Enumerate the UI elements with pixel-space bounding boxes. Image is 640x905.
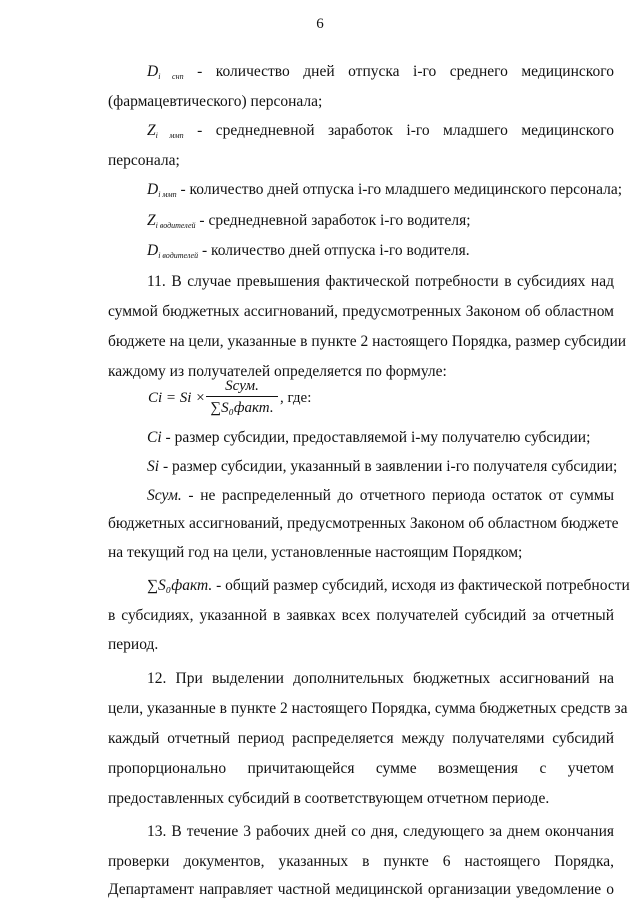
definition-text: - общий размер субсидий, исходя из фактической потребности (216, 577, 630, 594)
page-number: 6 (316, 16, 324, 32)
p11-line-4: каждому из получателей определяется по формуле: (108, 363, 447, 380)
definition-text: - количество дней отпуска i-го среднего медицинского (197, 63, 614, 80)
def-si-line (147, 457, 618, 477)
subscript: i ммп (155, 131, 184, 140)
formula-denominator: ∑S₀факт. (210, 400, 274, 416)
p13-line-3: Департамент направляет частной медицинской организации уведомление о (108, 881, 614, 898)
p13-line-2: проверки документов, указанных в пункте 6 настоящего Порядка, (108, 853, 614, 870)
def-sfakt-line (147, 576, 630, 596)
definition-text: - количество дней отпуска i-го младшего медицинского персонала; (180, 181, 623, 198)
definition-text: - размер субсидии, предоставляемой i-му получателю субсидии; (165, 429, 591, 446)
p13-line-1: 13. В течение 3 рабочих дней со дня, следующего за днем окончания (147, 823, 614, 840)
p12-line-1: 12. При выделении дополнительных бюджетных ассигнований на (147, 670, 614, 687)
definition-text: - среднедневной заработок i-го водителя; (199, 212, 471, 229)
subsidy-formula (148, 376, 398, 424)
def-d-snp-line (147, 62, 614, 87)
p12-line-3: каждый отчетный период распределяется между получателями субсидий (108, 730, 614, 747)
symbol-d: D (147, 242, 159, 259)
formula-tail: , где: (280, 390, 312, 406)
formula-lhs: Ci = Si × (148, 390, 206, 406)
def-sfakt-line-3: период. (108, 636, 159, 653)
p12-line-4: пропорционально причитающейся сумме возмещения с учетом (108, 760, 614, 777)
p12-line-5: предоставленных субсидий в соответствующем отчетном периоде. (108, 790, 550, 807)
definition-text: - количество дней отпуска i-го водителя. (201, 242, 470, 259)
def-scum-line (147, 486, 614, 506)
def-scum-line-2: бюджетных ассигнований, предусмотренных Законом об областном бюджете (108, 515, 619, 532)
definition-text: - размер субсидии, указанный в заявлении i-го получателя субсидии; (162, 458, 618, 475)
def-ci-line (147, 428, 614, 448)
def-scum-line-3: на текущий год на цели, установленные настоящим Порядком; (108, 544, 523, 561)
def-z-mmp-line (147, 121, 614, 146)
symbol-sfakt: ∑S₀факт. (147, 577, 213, 594)
p12-line-2: цели, указанные в пункте 2 настоящего Порядка, сумма бюджетных средств за (108, 700, 628, 717)
p11-line-1: 11. В случае превышения фактической потребности в субсидиях над (147, 273, 614, 290)
symbol-si: Si (147, 458, 160, 475)
symbol-scum: Sсум. (147, 487, 182, 504)
symbol-z: Z (147, 212, 156, 229)
definition-text: - не распределенный до отчетного периода остаток от суммы (188, 487, 614, 504)
def-d-mmp-line (147, 180, 623, 205)
def-d-vod-line (147, 241, 614, 266)
p11-line-3: бюджете на цели, указанные в пункте 2 настоящего Порядка, размер субсидии (108, 333, 627, 350)
def-z-vod-line (147, 211, 614, 236)
p11-line-2: суммой бюджетных ассигнований, предусмотренных Законом об областном (108, 303, 614, 320)
def-sfakt-line-2: в субсидиях, указанной в заявках всех получателей субсидий за отчетный (108, 607, 614, 624)
formula-fraction (206, 376, 278, 419)
formula-numerator: Sсум. (225, 378, 259, 394)
subscript: i ммп (158, 190, 177, 199)
subscript: i снп (158, 72, 184, 81)
definition-text: - среднедневной заработок i-го младшего медицинского (197, 122, 614, 139)
subscript: i водителей (158, 251, 199, 260)
symbol-d: D (147, 63, 159, 80)
subscript: i водителей (155, 221, 196, 230)
symbol-ci: Ci (147, 429, 162, 446)
def-z-mmp-line-2: персонала; (108, 152, 180, 169)
symbol-z: Z (147, 122, 156, 139)
def-d-snp-line-2: (фармацевтического) персонала; (108, 93, 323, 110)
symbol-d: D (147, 181, 159, 198)
